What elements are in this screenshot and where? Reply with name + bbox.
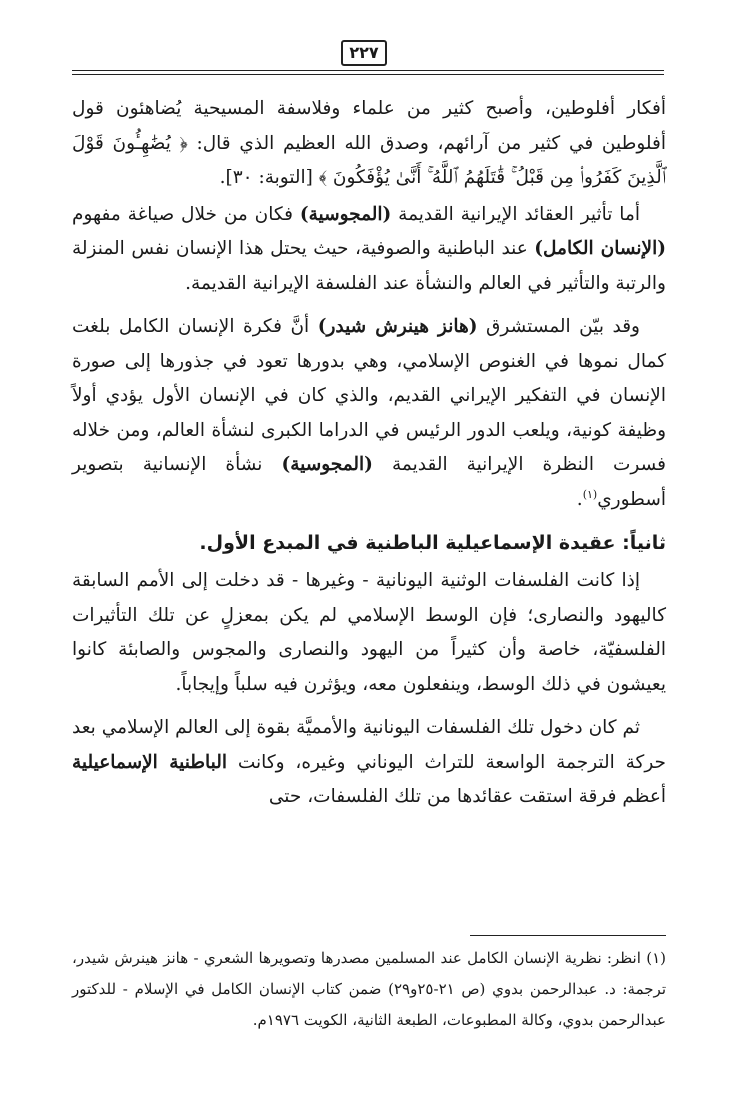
- paragraph-2-text-a: أما تأثير العقائد الإيرانية القديمة: [391, 203, 640, 225]
- paragraph-2: [72, 198, 666, 302]
- term-ismaili-batiniyya: الباطنية الإسماعيلية: [72, 751, 227, 773]
- footnote-number: (١): [646, 949, 666, 967]
- paragraph-3-text-e: نشأة الإنسانية بتصوير أسطوري: [72, 454, 666, 510]
- paragraph-2-text-e: عند الباطنية والصوفية، حيث يحتل هذا الإنسان نفس المنزلة والرتبة والتأثير في العالم والنشأة عند الفلسفة الإيرانية القديمة.: [72, 238, 666, 294]
- quran-citation: [التوبة: ٣٠].: [219, 167, 313, 188]
- paragraph-1-text: أفكار أفلوطين، وأصبح كثير من علماء وفلاسفة المسيحية يُضاهئون قول أفلوطين في كثير من آرائهم، وصدق الله العظيم الذي قال: ﴿ يُضَٰهِـُٔونَ قَوْلَ ٱلَّذِينَ كَفَرُوا۟ مِن قَبْلُ ۚ قَٰتَلَهُمُ ٱللَّهُ ۚ أَنَّىٰ يُؤْفَكُونَ ﴾: [72, 98, 666, 188]
- paragraph-5-text-c: أعظم فرقة استقت عقائدها من تلك الفلسفات، حتى: [268, 786, 666, 807]
- footnote-text: انظر: نظرية الإنسان الكامل عند المسلمين مصدرها وتصويرها الشعري - هانز هينرش شيدر، ترجمة: د. عبدالرحمن بدوي (ص ٢١-٢٥و٢٩) ضمن كتاب الإنسان الكامل في الإسلام - للدكتور عبدالرحمن بدوي، وكالة المطبوعات، الطبعة الثانية، الكويت ١٩٧٦م.: [72, 949, 666, 1029]
- paragraph-5: [72, 711, 666, 815]
- footnote-reference[interactable]: (١): [582, 487, 598, 501]
- term-magianism: (المجوسية): [299, 203, 392, 225]
- footnotes: [72, 943, 666, 1036]
- paragraph-3-text-a: وقد بيّن المستشرق: [477, 316, 640, 337]
- paragraph-3-text-c: أنَّ فكرة الإنسان الكامل بلغت كمال نموها في الغنوص الإسلامي، وهي بدورها تعود في جذورها إلى صورة الإنسان في التفكير الإيراني القديم، والذي كان في الإنسان الأول يؤدي أولاً وظيفة كونية، ويلعب الدور الرئيس في الدراما الكبرى لنشأة العالم، ومن خلاله فسرت النظرة الإيرانية القديمة: [72, 316, 666, 475]
- term-perfect-man: (الإنسان الكامل): [534, 238, 666, 259]
- paragraph-4: إذا كانت الفلسفات الوثنية اليونانية - وغيرها - قد دخلت إلى الأمم السابقة كاليهود والنصارى؛ فإن الوسط الإسلامي لم يكن بمعزلٍ عن تلك التأثيرات الفلسفيّة، خاصة وأن كثيراً من اليهود والنصارى والمجوس والصابئة كانوا يعيشون في ذلك الوسط، وينفعلون معه، ويؤثرن فيه سلباً وإيجاباً.: [72, 570, 666, 695]
- paragraph-1: [72, 92, 666, 196]
- footnote-separator: [470, 935, 666, 936]
- orientalist-name: (هانز هينرش شيدر): [317, 316, 478, 337]
- section-heading: ثانياً: عقيدة الإسماعيلية الباطنية في المبدع الأول.: [199, 532, 666, 554]
- paragraph-2-text-c: فكان من خلال صياغة مفهوم: [72, 203, 300, 225]
- paragraph-5-text-a: ثم كان دخول تلك الفلسفات اليونانية والأمميَّة بقوة إلى العالم الإسلامي بعد حركة الترجمة الواسعة للتراث اليوناني وغيره، وكانت: [72, 717, 666, 773]
- term-magianism-2: (المجوسية): [281, 454, 373, 475]
- header-rule-top: [72, 70, 664, 71]
- footnote-1: [72, 943, 666, 1036]
- paragraph-3-text-f: .: [576, 488, 583, 510]
- header-rule-bottom: [72, 74, 664, 75]
- page-number: ٢٢٧: [341, 40, 387, 66]
- main-text: [72, 92, 666, 824]
- paragraph-3: [72, 310, 666, 517]
